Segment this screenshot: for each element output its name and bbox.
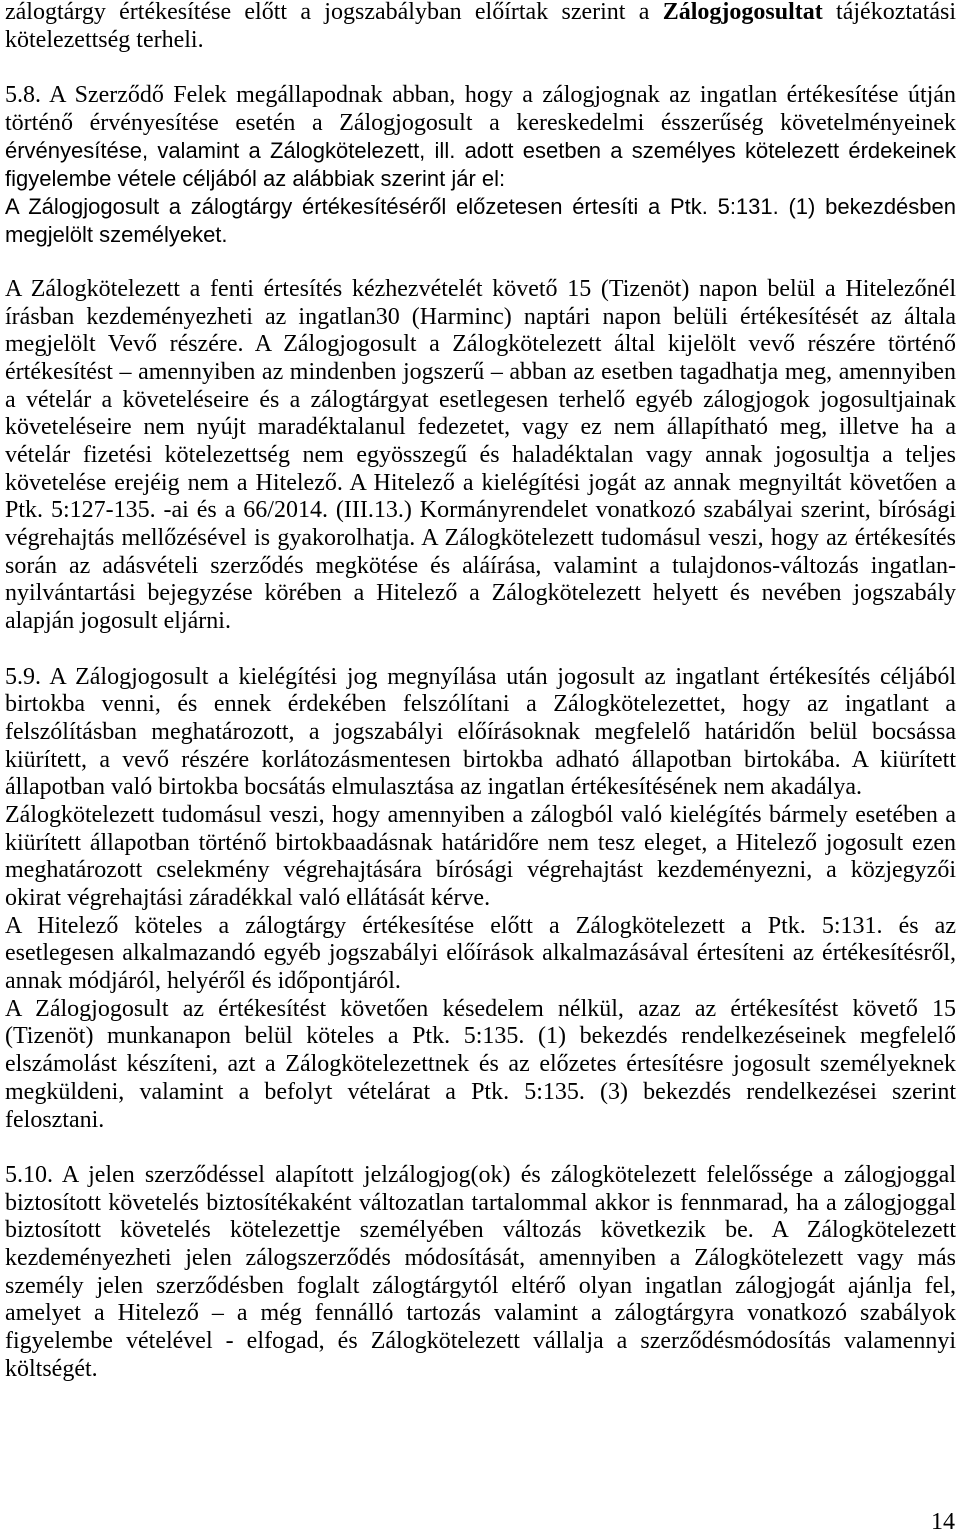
- paragraph-sale-procedure: [5, 276, 956, 636]
- text-line: költségét.: [5, 1355, 98, 1382]
- text-line: Zálogkötelezett tudomásul veszi, hogy amennyiben a zálogból való kielégítés bármely esetében a: [5, 801, 956, 828]
- text-line: amelyet a Hitelező – a még fennálló tartozás valamint a zálogtárgyra vonatkozó szabályok: [5, 1300, 956, 1327]
- text-line: értékesítést – amennyiben az mindenben jogszerű – abban az esetben tagadhatja meg, amennyiben: [5, 358, 956, 385]
- text-line: a vételár a követeléseire és a zálogtárgyat esetlegesen terhelő egyéb zálogjogok jogosultjainak: [5, 386, 956, 413]
- text-line: (Tizenöt) munkanapon belül köteles a Ptk. 5:135. (1) bekezdés rendelkezéseinek megfelelő: [5, 1023, 956, 1050]
- paragraph-5-9: [5, 664, 956, 802]
- paragraph-5-10: [5, 1162, 956, 1384]
- text-line: A Zálogkötelezett a fenti értesítés kézhezvételét követő 15 (Tizenöt) napon belül a Hitelezőnél: [5, 275, 956, 302]
- text-line: végrehajtás mellőzésével is gyakorolhatja. A Zálogkötelezett tudomásul veszi, hogy az értékesítés: [5, 525, 956, 552]
- text-line: megjelölt személyeket.: [5, 221, 228, 247]
- paragraph-5-9-settlement: [5, 996, 956, 1134]
- text-line: kiürített, a vevő részére korlátozásmentesen birtokba adható állapotban birtokába. A kiürített: [5, 746, 956, 773]
- text-line: felosztani.: [5, 1106, 105, 1133]
- text-line: írásban kezdeményezheti az ingatlan30 (Harminc) naptári napon belüli értékesítését az általa: [5, 303, 956, 330]
- text-line: 5.10. A jelen szerződéssel alapított jelzálogjog(ok) és zálogkötelezett felelőssége a zálogjoggal: [5, 1161, 956, 1188]
- paragraph-5-8: [5, 82, 956, 193]
- text-line: 5.8. A Szerződő Felek megállapodnak abban, hogy a zálogjognak az ingatlan értékesítése útján: [5, 82, 956, 109]
- text-line: figyelembe vételével - elfogad, és Zálogkötelezett vállalja a szerződésmódosítás valamennyi: [5, 1328, 956, 1354]
- text-line: annak módjáról, helyéről és időpontjáról.: [5, 968, 401, 995]
- text-line: A Zálogjogosult az értékesítést követően késedelem nélkül, azaz az értékesítést követő 15: [5, 995, 956, 1022]
- text-line: elszámolást készíteni, azt a Zálogkötelezettnek és az előzetes értesítésre jogosult személyeknek: [5, 1051, 956, 1078]
- text-line: kötelezettség terheli.: [5, 26, 204, 53]
- text-line: figyelembe vétele céljából az alábbiak szerint jár el:: [5, 166, 506, 192]
- page-number: 14: [931, 1509, 955, 1535]
- document-page: [5, 0, 956, 1383]
- text-line: személy jelen szerződésben foglalt zálogtárgytól eltérő olyan ingatlan zálogjogát ajánlja fel,: [5, 1272, 956, 1299]
- bold-term: Zálogjogosultat: [662, 0, 823, 25]
- text-line: kiürített állapotban történő birtokbaadásnak határidőre nem tesz eleget, a Hitelező jogosult ezen: [5, 829, 956, 856]
- text-line: megjelölt Vevő részére. A Zálogjogosult a Zálogkötelezett által kijelölt vevő részére történő: [5, 331, 956, 358]
- paragraph-5-9-vacating: [5, 802, 956, 913]
- text-segment: zálogtárgy értékesítése előtt a jogszabályban előírtak szerint a: [5, 0, 663, 25]
- text-line: biztosított követelés kötelezettje személyében változás következik be. A Zálogkötelezett: [5, 1217, 956, 1244]
- text-line: birtokba venni, és ennek érdekében felszólítani a Zálogkötelezettet, hogy az ingatlant a: [5, 691, 956, 718]
- text-line: megküldeni, valamint a befolyt vételárat a Ptk. 5:135. (3) bekezdés rendelkezései szerint: [5, 1078, 956, 1105]
- text-line: felszólításban meghatározott, a jogszabályi előírásoknak megfelelő határidőn belül bocsássa: [5, 718, 956, 745]
- text-line: okirat végrehajtási záradékkal való ellátását kérve.: [5, 885, 491, 911]
- text-line: kezdeményezheti jelen zálogszerződés módosítását, amennyiben a Zálogkötelezett vagy más: [5, 1244, 956, 1271]
- paragraph-continuation: [5, 0, 956, 54]
- text-line: követeléseire nem nyújt maradéktalanul fedezetet, vagy ez nem állapítható meg, illetve ha a: [5, 414, 956, 441]
- text-line: Ptk. 5:127-135. -ai és a 66/2014. (III.13.) Kormányrendelet vonatkozó szabályai szerint, bírósági: [5, 497, 956, 524]
- text-line: esetlegesen alkalmazandó egyéb jogszabályi előírások alkalmazásával értesíteni az értékesítésről,: [5, 940, 956, 967]
- paragraph-5-9-notification: [5, 913, 956, 996]
- text-line: A Hitelező köteles a zálogtárgy értékesítése előtt a Zálogkötelezett a Ptk. 5:131. és az: [5, 912, 956, 939]
- text-segment: tájékoztatási: [822, 0, 956, 25]
- text-line: meghatározott cselekmény végrehajtására bírósági végrehajtást kezdeményezni, a közjegyzői: [5, 857, 956, 884]
- text-line: követelése erejéig nem a Hitelező. A Hitelező a kielégítési jogát az annak megnyiltát követően a: [5, 469, 956, 496]
- text-line: történő érvényesítése esetén a Zálogjogosult a kereskedelmi ésszerűség követelményeinek: [5, 109, 956, 136]
- text-line: állapotban való birtokba bocsátás elmulasztása az ingatlan értékesítésének nem akadálya.: [5, 774, 862, 801]
- paragraph-5-8-notice: [5, 193, 956, 248]
- text-line: [5, 0, 956, 27]
- text-line: nyilvántartási bejegyzése körében a Hitelező a Zálogkötelezett helyett és nevében jogszabály: [5, 580, 956, 607]
- text-line: során az adásvételi szerződés megkötése és aláírása, valamint a tulajdonos-változás ingatlan-: [5, 552, 956, 579]
- text-line: alapján jogosult eljárni.: [5, 608, 231, 635]
- text-line: 5.9. A Zálogjogosult a kielégítési jog megnyílása után jogosult az ingatlant értékesítés céljából: [5, 663, 956, 690]
- text-line: A Zálogjogosult a zálogtárgy értékesítéséről előzetesen értesíti a Ptk. 5:131. (1) bekezdésben: [5, 193, 956, 219]
- text-line: biztosított követelés biztosítékaként változatlan tartalommal akkor is fennmarad, ha a zálogjoggal: [5, 1189, 956, 1216]
- text-line: érvényesítése, valamint a Zálogkötelezett, ill. adott esetben a személyes kötelezett érdekeinek: [5, 138, 956, 164]
- text-line: vételár fizetési kötelezettség nem egyösszegű és haladéktalan vagy annak jogosultja a teljes: [5, 442, 956, 468]
